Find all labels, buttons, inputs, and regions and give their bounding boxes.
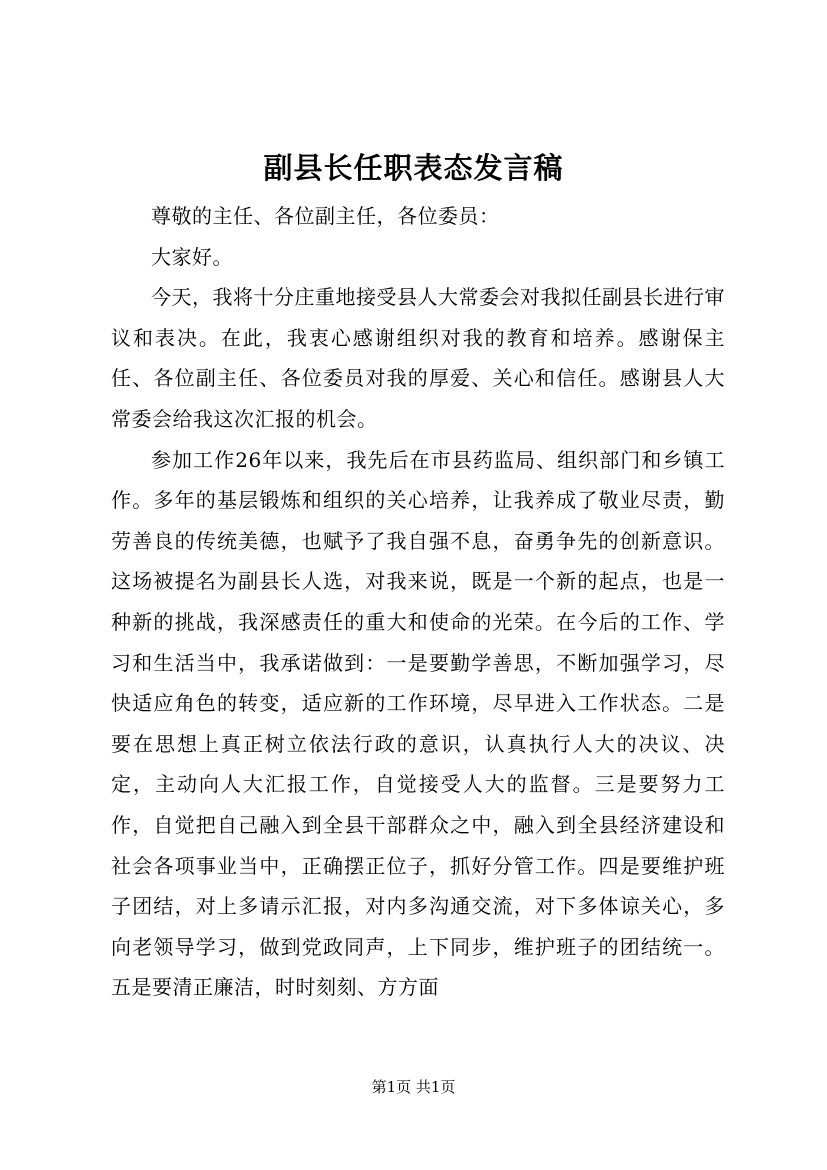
greeting-paragraph: 大家好。	[151, 244, 233, 269]
body-paragraph: 参加工作26年以来，我先后在市县药监局、组织部门和乡镇工作。多年的基层锻炼和组织的关心培养，让我养成了敬业尽责，勤劳善良的传统美德，也赋予了我自强不息，奋勇争先的创新意识。这场被提名为副县长人选，对我来说，既是一个新的起点，也是一种新的挑战，我深感责任的重大和使命的光荣。在今后的工作、学习和生活当中，我承诺做到：一是要勤学善思，不断加强学习，尽快适应角色的转变，适应新的工作环境，尽早进入工作状态。二是要在思想上真正树立依法行政的意识，认真执行人大的决议、决定，主动向人大汇报工作，自觉接受人大的监督。三是要努力工作，自觉把自己融入到全县干部群众之中，融入到全县经济建设和社会各项事业当中，正确摆正位子，抓好分管工作。四是要维护班子团结，对上多请示汇报，对内多沟通交流，对下多体谅关心，多向老领导学习，做到党政同声，上下同步，维护班子的团结统一。五是要清正廉洁，时时刻刻、方方面	[111, 447, 725, 1000]
page-footer: 第1页 共1页	[371, 1078, 456, 1096]
document-body	[111, 196, 725, 1008]
salutation-paragraph: 尊敬的主任、各位副主任，各位委员：	[151, 204, 500, 228]
body-paragraph: 今天，我将十分庄重地接受县人大常委会对我拟任副县长进行审议和表决。在此，我衷心感谢组织对我的教育和培养。感谢保主任、各位副主任、各位委员对我的厚爱、关心和信任。感谢县人大常委会给我这次汇报的机会。	[111, 285, 725, 431]
page-title: 副县长任职表态发言稿	[263, 151, 564, 185]
